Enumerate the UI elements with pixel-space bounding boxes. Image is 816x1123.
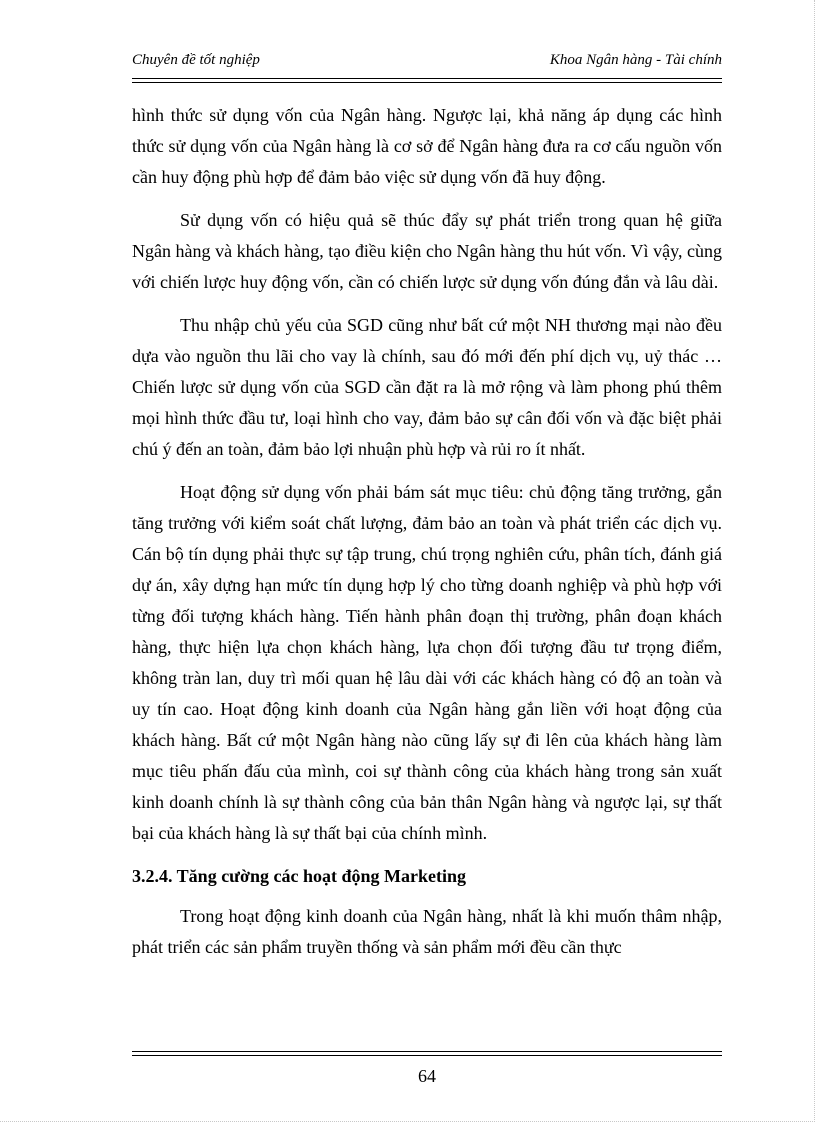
footer-rule: [132, 1051, 722, 1056]
paragraph-4: Hoạt động sử dụng vốn phải bám sát mục tiêu: chủ động tăng trưởng, gắn tăng trưởng với kiểm soát chất lượng, đảm bảo an toàn và phát triển các dịch vụ. Cán bộ tín dụng phải thực sự tập trung, chú trọng nghiên cứu, phân tích, đánh giá dự án, xây dựng hạn mức tín dụng hợp lý cho từng doanh nghiệp và phù hợp với từng đối tượng khách hàng. Tiến hành phân đoạn thị trường, phân đoạn khách hàng, thực hiện lựa chọn khách hàng, lựa chọn đối tượng đầu tư trọng điểm, không tràn lan, duy trì mối quan hệ lâu dài với các khách hàng có độ an toàn và uy tín cao. Hoạt động kinh doanh của Ngân hàng gắn liền với hoạt động của khách hàng. Bất cứ một Ngân hàng nào cũng lấy sự đi lên của khách hàng làm mục tiêu phấn đấu của mình, coi sự thành công của khách hàng trong sản xuất kinh doanh chính là sự thành công của bản thân Ngân hàng và ngược lại, sự thất bại của khách hàng là sự thất bại của chính mình.: [132, 482, 722, 843]
header-left-title: Chuyên đề tốt nghiệp: [132, 52, 260, 68]
paragraph-3: Thu nhập chủ yếu của SGD cũng như bất cứ một NH thương mại nào đều dựa vào nguồn thu lãi cho vay là chính, sau đó mới đến phí dịch vụ, uỷ thác … Chiến lược sử dụng vốn của SGD cần đặt ra là mở rộng và làm phong phú thêm mọi hình thức đầu tư, loại hình cho vay, đảm bảo sự cân đối vốn và đặc biệt phải chú ý đến an toàn, đảm bảo lợi nhuận phù hợp và rủi ro ít nhất.: [132, 315, 722, 459]
section-heading: 3.2.4. Tăng cường các hoạt động Marketing: [132, 866, 466, 886]
page-number: 64: [418, 1066, 436, 1086]
page-header: [132, 52, 722, 74]
document-body: [132, 100, 722, 975]
header-right-title: Khoa Ngân hàng - Tài chính: [549, 52, 722, 68]
paragraph-2: Sử dụng vốn có hiệu quả sẽ thúc đẩy sự phát triển trong quan hệ giữa Ngân hàng và khách hàng, tạo điều kiện cho Ngân hàng thu hút vốn. Vì vậy, cùng với chiến lược huy động vốn, cần có chiến lược sử dụng vốn đúng đắn và lâu dài.: [132, 210, 722, 292]
paragraph-1: hình thức sử dụng vốn của Ngân hàng. Ngược lại, khả năng áp dụng các hình thức sử dụng vốn của Ngân hàng là cơ sở để Ngân hàng đưa ra cơ cấu nguồn vốn cần huy động phù hợp để đảm bảo việc sử dụng vốn đã huy động.: [132, 105, 722, 187]
paragraph-5: Trong hoạt động kinh doanh của Ngân hàng, nhất là khi muốn thâm nhập, phát triển các sản phẩm truyền thống và sản phẩm mới đều cần thực: [132, 906, 722, 957]
header-rule: [132, 78, 722, 83]
